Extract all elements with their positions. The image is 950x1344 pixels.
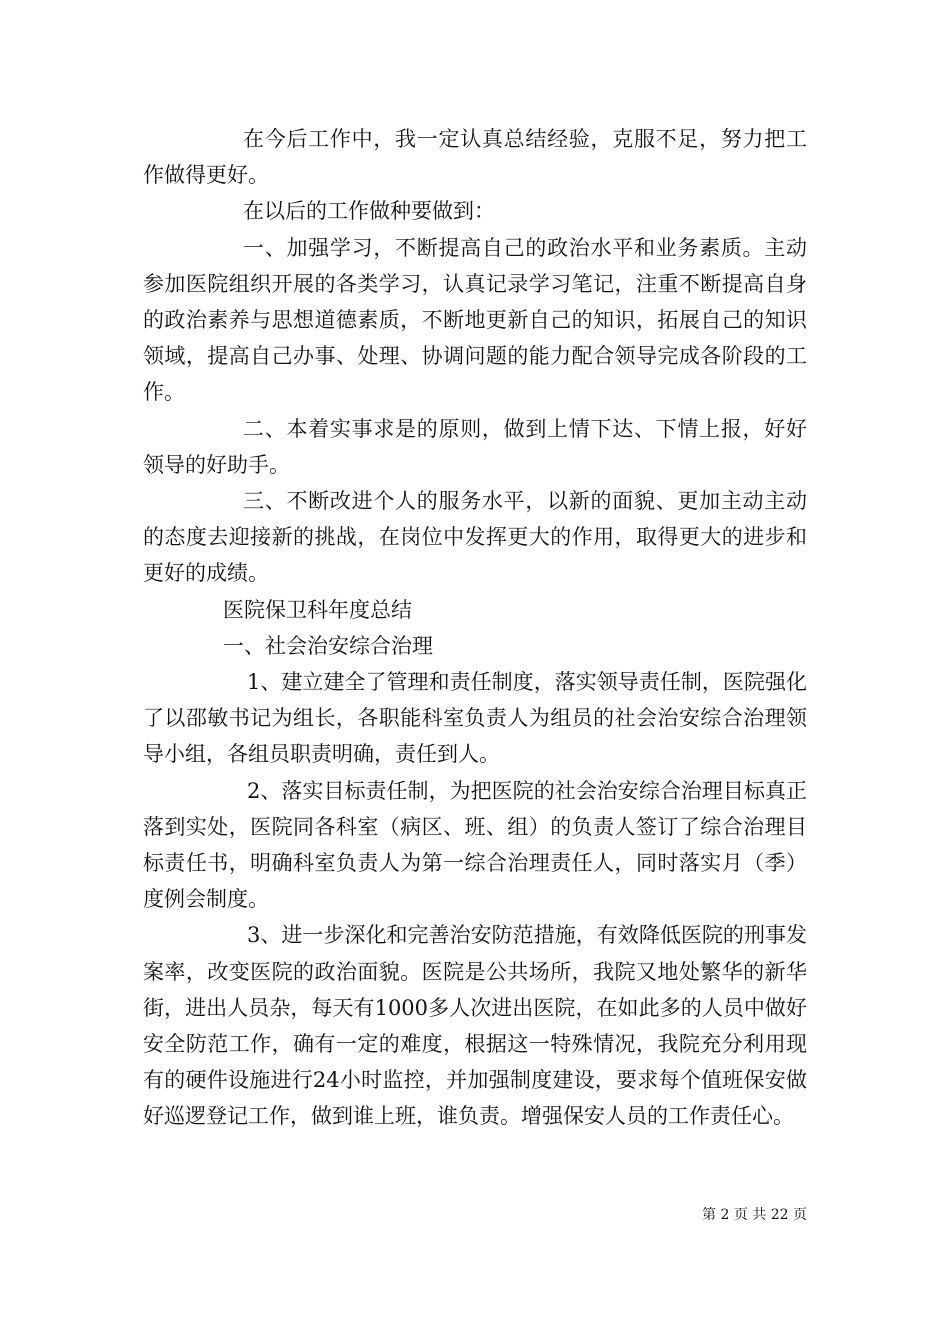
- section-title: 医院保卫科年度总结: [223, 597, 412, 622]
- paragraph-point-two: 二、本着实事求是的原则，做到上情下达、下情上报，好好领导的好助手。: [143, 416, 807, 477]
- paragraph-point-one: 一、加强学习，不断提高自己的政治水平和业务素质。主动参加医院组织开展的各类学习，认真记录学习笔记，注重不断提高自身的政治素养与思想道德素质，不断地更新自己的知识，拓展自己的知识领域，提高自己办事、处理、协调问题的能力配合领导完成各阶段的工作。: [143, 235, 807, 405]
- paragraph-point-three: 三、不断改进个人的服务水平，以新的面貌、更加主动主动的态度去迎接新的挑战，在岗位中发挥更大的作用，取得更大的进步和更好的成绩。: [143, 489, 807, 586]
- paragraph-item-3: 3、进一步深化和完善治安防范措施，有效降低医院的刑事发案率，改变医院的政治面貌。医院是公共场所，我院又地处繁华的新华街，进出人员杂，每天有1000多人次进出医院，在如此多的人员中做好安全防范工作，确有一定的难度，根据这一特殊情况，我院充分利用现有的硬件设施进行24小时监控，并加强制度建设，要求每个值班保安做好巡逻登记工作，做到谁上班，谁负责。增强保安人员的工作责任心。: [143, 923, 807, 1129]
- paragraph-item-1: 1、建立建全了管理和责任制度，落实领导责任制，医院强化了以邵敏书记为组长，各职能科室负责人为组员的社会治安综合治理领导小组，各组员职责明确，责任到人。: [143, 670, 807, 767]
- paragraph-item-2: 2、落实目标责任制，为把医院的社会治安综合治理目标真正落到实处，医院同各科室（病区、班、组）的负责人签订了综合治理目标责任书，明确科室负责人为第一综合治理责任人，同时落实月（季）度例会制度。: [143, 778, 807, 912]
- paragraph-future-intro: 在以后的工作做种要做到：: [243, 199, 495, 224]
- document-body: [143, 121, 807, 1135]
- paragraph-closing-commitment: 在今后工作中，我一定认真总结经验，克服不足，努力把工作做得更好。: [143, 127, 807, 188]
- page-number-footer: 第 2 页 共 22 页: [702, 1207, 807, 1223]
- section-heading-one: 一、社会治安综合治理: [223, 633, 433, 658]
